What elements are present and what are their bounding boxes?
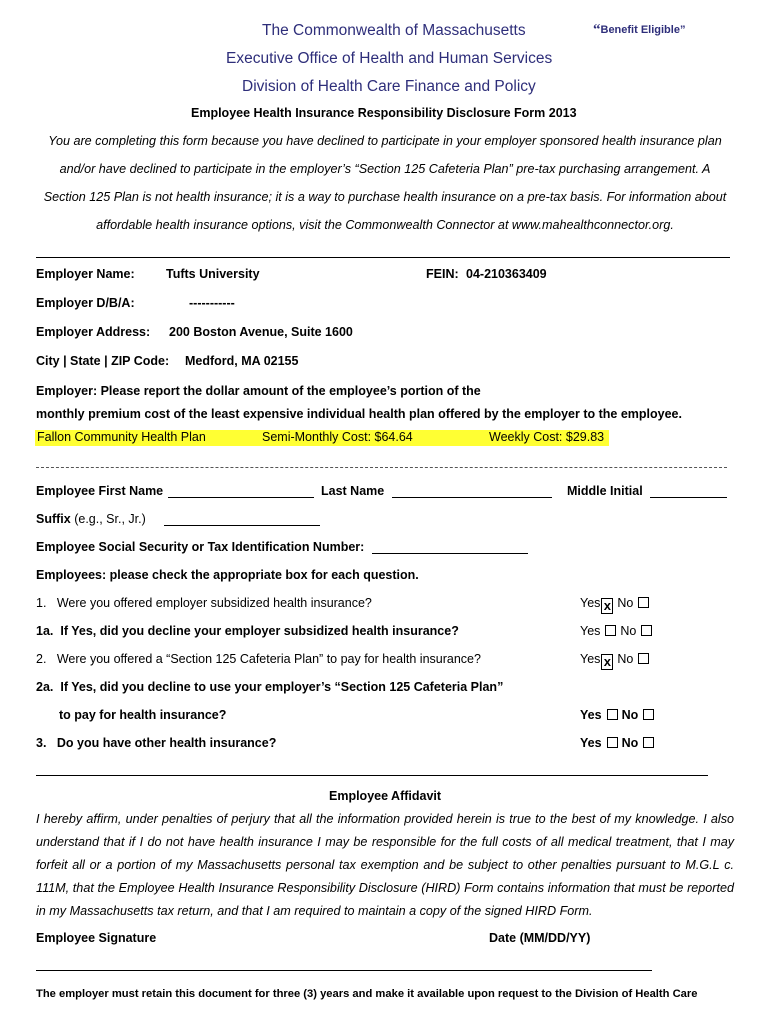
affidavit-line-5: in my Massachusetts tax return, and that I am required to maintain a copy of the signed HIRD Form. (36, 904, 593, 918)
badge-text: Benefit Eligible” (600, 24, 686, 36)
q2a-no-label: No (621, 708, 639, 722)
intro-line-4: affordable health insurance options, visit the Commonwealth Connector at www.mahealthconnector.org. (96, 218, 674, 232)
employer-address-value[interactable]: 200 Boston Avenue, Suite 1600 (169, 325, 353, 339)
intro-line-2: and/or have declined to participate in the employer’s “Section 125 Cafeteria Plan” pre-tax purchasing arrangement. A (59, 162, 711, 176)
affidavit-line-3: forfeit all or a portion of my Massachusetts personal tax exemption and be subject to other penalties pursuant to M.G.L c. (36, 858, 734, 872)
footer-retention-notice: The employer must retain this document for three (3) years and make it available upon request to the Division of Health Care (36, 988, 698, 1000)
affidavit-title: Employee Affidavit (329, 789, 442, 803)
q1-yes-checkbox[interactable]: x (601, 598, 613, 614)
middle-initial-field[interactable] (650, 484, 727, 498)
q1a-no-label: No (620, 624, 637, 638)
employer-address-label: Employer Address: (36, 325, 151, 339)
employer-name-value[interactable]: Tufts University (166, 267, 260, 281)
q2-yes-label: Yes (580, 652, 601, 666)
intro-line-3: Section 125 Plan is not health insurance; it is a way to purchase health insurance on a pre-tax basis. For information about (43, 190, 727, 204)
q2a-yes-checkbox[interactable] (607, 709, 618, 720)
badge-open-quote: “ (593, 22, 601, 38)
q1-no-checkbox[interactable] (638, 597, 649, 608)
weekly-cost[interactable]: Weekly Cost: $29.83 (489, 430, 605, 444)
suffix-label: Suffix (36, 512, 71, 526)
question-2a-text-continued: to pay for health insurance? (59, 708, 227, 722)
middle-initial-label: Middle Initial (567, 484, 643, 498)
header-division: Division of Health Care Finance and Policy (242, 78, 536, 95)
question-2a-answer (580, 708, 658, 722)
city-state-zip-value[interactable]: Medford, MA 02155 (185, 354, 299, 368)
question-1a-answer (580, 624, 656, 638)
q1-yes-label: Yes (580, 596, 601, 610)
city-state-zip-label: City | State | ZIP Code: (36, 354, 170, 368)
question-3-text: Do you have other health insurance? (56, 736, 277, 750)
q2-no-checkbox[interactable] (638, 653, 649, 664)
question-2-answer (580, 652, 653, 670)
q3-yes-checkbox[interactable] (607, 737, 618, 748)
q3-yes-label: Yes (580, 736, 602, 750)
q1-no-label: No (617, 596, 634, 610)
premium-instruction-line-1: Employer: Please report the dollar amount of the employee’s portion of the (36, 384, 481, 398)
q3-no-label: No (621, 736, 639, 750)
question-1a-text: If Yes, did you decline your employer subsidized health insurance? (60, 624, 459, 638)
fein-value[interactable]: 04-210363409 (466, 267, 547, 281)
question-3 (36, 736, 276, 750)
q1a-no-checkbox[interactable] (641, 625, 652, 636)
divider-middle (36, 467, 727, 468)
question-3-number: 3. (36, 736, 47, 750)
plan-name[interactable]: Fallon Community Health Plan (37, 430, 206, 444)
question-2a-number: 2a. (36, 680, 54, 694)
suffix-hint: (e.g., Sr., Jr.) (70, 512, 146, 526)
question-1a-number: 1a. (36, 624, 54, 638)
question-2-text: Were you offered a “Section 125 Cafeteria Plan” to pay for health insurance? (56, 652, 481, 666)
q1a-yes-checkbox[interactable] (605, 625, 616, 636)
affidavit-line-4: 111M, that the Employee Health Insurance Responsibility Disclosure (HIRD) Form contains information that must be reported (36, 881, 734, 895)
q3-no-checkbox[interactable] (643, 737, 654, 748)
header-executive-office: Executive Office of Health and Human Services (226, 50, 553, 67)
question-1a (36, 624, 459, 638)
question-1-number: 1. (36, 596, 47, 610)
ssn-label: Employee Social Security or Tax Identification Number: (36, 540, 365, 554)
question-1-answer (580, 596, 653, 614)
semi-monthly-cost[interactable]: Semi-Monthly Cost: $64.64 (262, 430, 413, 444)
question-1-text: Were you offered employer subsidized health insurance? (56, 596, 372, 610)
suffix-field[interactable] (164, 512, 320, 526)
employer-name-label: Employer Name: (36, 267, 135, 281)
q2a-yes-label: Yes (580, 708, 602, 722)
first-name-label: Employee First Name (36, 484, 164, 498)
benefit-eligible-badge (593, 22, 685, 39)
form-title: Employee Health Insurance Responsibility Disclosure Form 2013 (191, 106, 577, 120)
suffix-label-wrap (36, 512, 146, 526)
q1a-yes-label: Yes (580, 624, 601, 638)
last-name-label: Last Name (321, 484, 385, 498)
q2-no-label: No (617, 652, 634, 666)
intro-line-1: You are completing this form because you have declined to participate in your employer sponsored health insurance plan (48, 134, 722, 148)
fein-label: FEIN: (426, 267, 459, 281)
premium-instruction-line-2: monthly premium cost of the least expensive individual health plan offered by the employer to the employee. (36, 407, 682, 421)
affidavit-line-1: I hereby affirm, under penalties of perjury that all the information provided herein is true to the best of my knowledge. I also (36, 812, 734, 826)
q2-yes-checkbox[interactable]: x (601, 654, 613, 670)
employee-instructions: Employees: please check the appropriate box for each question. (36, 568, 419, 582)
question-1 (36, 596, 372, 610)
employer-dba-value[interactable]: ----------- (189, 296, 235, 310)
question-2 (36, 652, 481, 666)
question-2a (36, 680, 503, 694)
last-name-field[interactable] (392, 484, 552, 498)
date-label: Date (MM/DD/YY) (489, 931, 591, 945)
q2a-no-checkbox[interactable] (643, 709, 654, 720)
divider-affidavit (36, 775, 708, 776)
ssn-field[interactable] (372, 540, 528, 554)
signature-line[interactable] (36, 970, 652, 971)
question-2a-text: If Yes, did you decline to use your employer’s “Section 125 Cafeteria Plan” (60, 680, 504, 694)
employer-dba-label: Employer D/B/A: (36, 296, 135, 310)
header-commonwealth: The Commonwealth of Massachusetts (262, 22, 526, 39)
question-3-answer (580, 736, 658, 750)
signature-label: Employee Signature (36, 931, 157, 945)
affidavit-line-2: understand that if I do not have health insurance I may be responsible for the full costs of all medical treatment, that I may (36, 835, 734, 849)
first-name-field[interactable] (168, 484, 314, 498)
question-2-number: 2. (36, 652, 47, 666)
divider-top (36, 257, 730, 258)
